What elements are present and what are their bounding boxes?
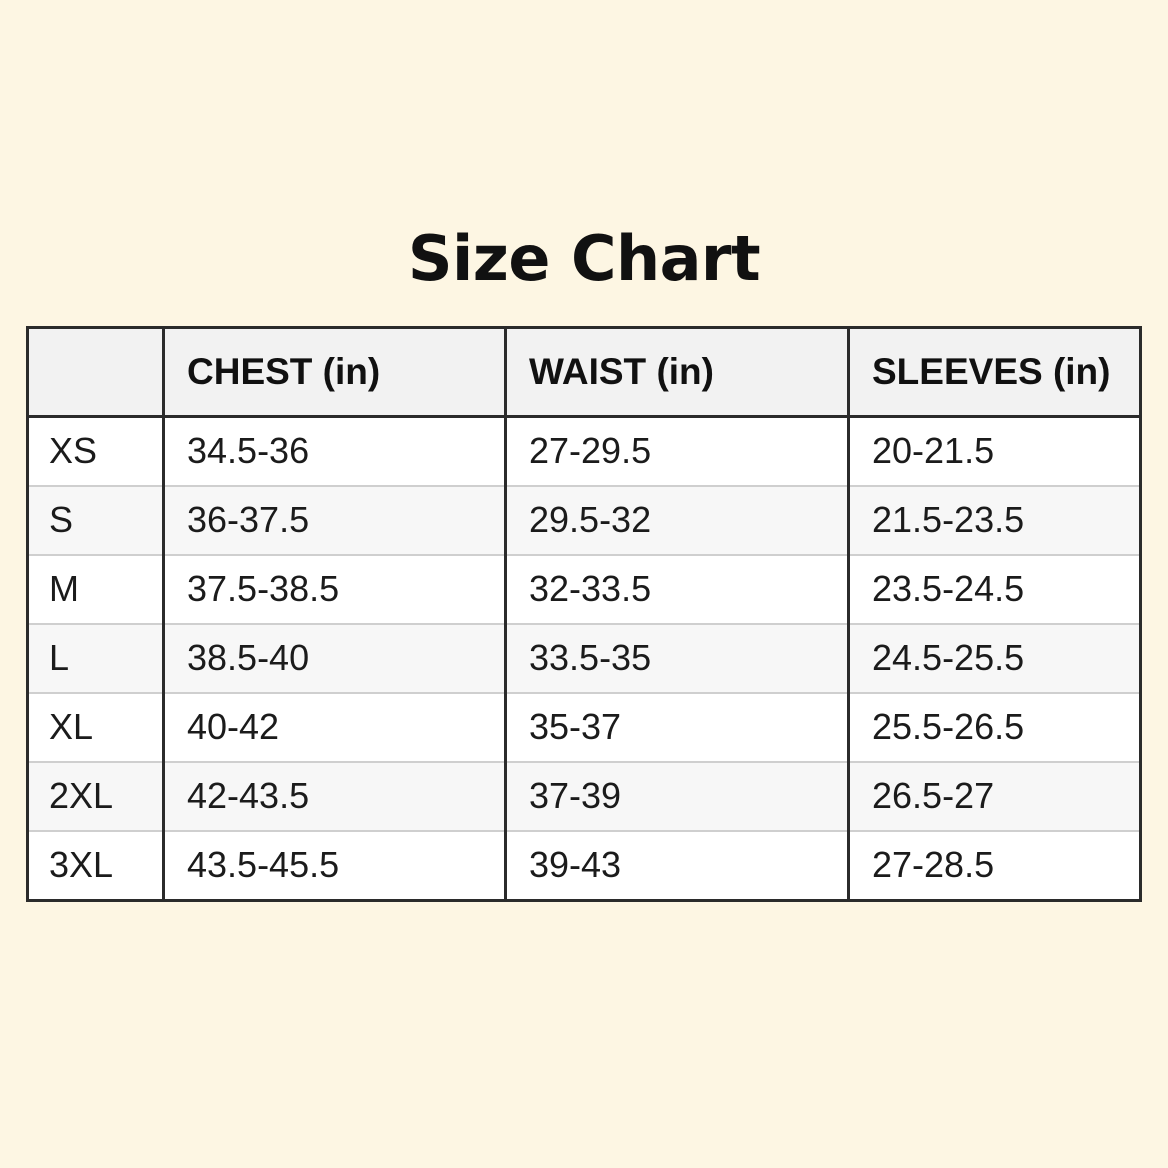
cell-chest: 36-37.5 [164,486,506,555]
title-band [0,0,1168,305]
cell-size: 3XL [28,831,164,901]
cell-sleeves: 24.5-25.5 [849,624,1141,693]
table-row [28,693,1141,762]
cell-waist: 32-33.5 [506,555,849,624]
table-header [28,328,1141,417]
cell-waist: 39-43 [506,831,849,901]
table-row [28,624,1141,693]
cell-size: L [28,624,164,693]
page-title: Size Chart [407,222,761,295]
cell-size: S [28,486,164,555]
cell-size: XS [28,417,164,487]
cell-chest: 37.5-38.5 [164,555,506,624]
column-header-waist: WAIST (in) [506,328,849,417]
table-row [28,831,1141,901]
cell-waist: 29.5-32 [506,486,849,555]
table-header-row [28,328,1141,417]
cell-chest: 34.5-36 [164,417,506,487]
table-row [28,762,1141,831]
cell-chest: 38.5-40 [164,624,506,693]
cell-waist: 35-37 [506,693,849,762]
cell-sleeves: 27-28.5 [872,844,995,885]
table-row [28,486,1141,555]
cell-chest: 40-42 [164,693,506,762]
cell-sleeves: 20-21.5 [849,417,1141,487]
cell-waist: 37-39 [506,762,849,831]
cell-sleeves: 23.5-24.5 [849,555,1141,624]
cell-size: XL [28,693,164,762]
table-body [28,417,1141,901]
cell-size: 2XL [28,762,164,831]
cell-sleeves: 25.5-26.5 [849,693,1141,762]
table-row [28,417,1141,487]
column-header-size [28,328,164,417]
size-chart-table [26,326,1142,902]
cell-waist: 27-29.5 [506,417,849,487]
cell-chest: 42-43.5 [164,762,506,831]
cell-sleeves: 21.5-23.5 [849,486,1141,555]
cell-size: M [28,555,164,624]
cell-sleeves: 26.5-27 [849,762,1141,831]
cell-waist: 33.5-35 [506,624,849,693]
size-chart-table-wrapper [26,326,1142,902]
column-header-chest: CHEST (in) [164,328,506,417]
table-row [28,555,1141,624]
cell-chest: 43.5-45.5 [164,831,506,901]
column-header-sleeves: SLEEVES (in) [849,328,1141,417]
